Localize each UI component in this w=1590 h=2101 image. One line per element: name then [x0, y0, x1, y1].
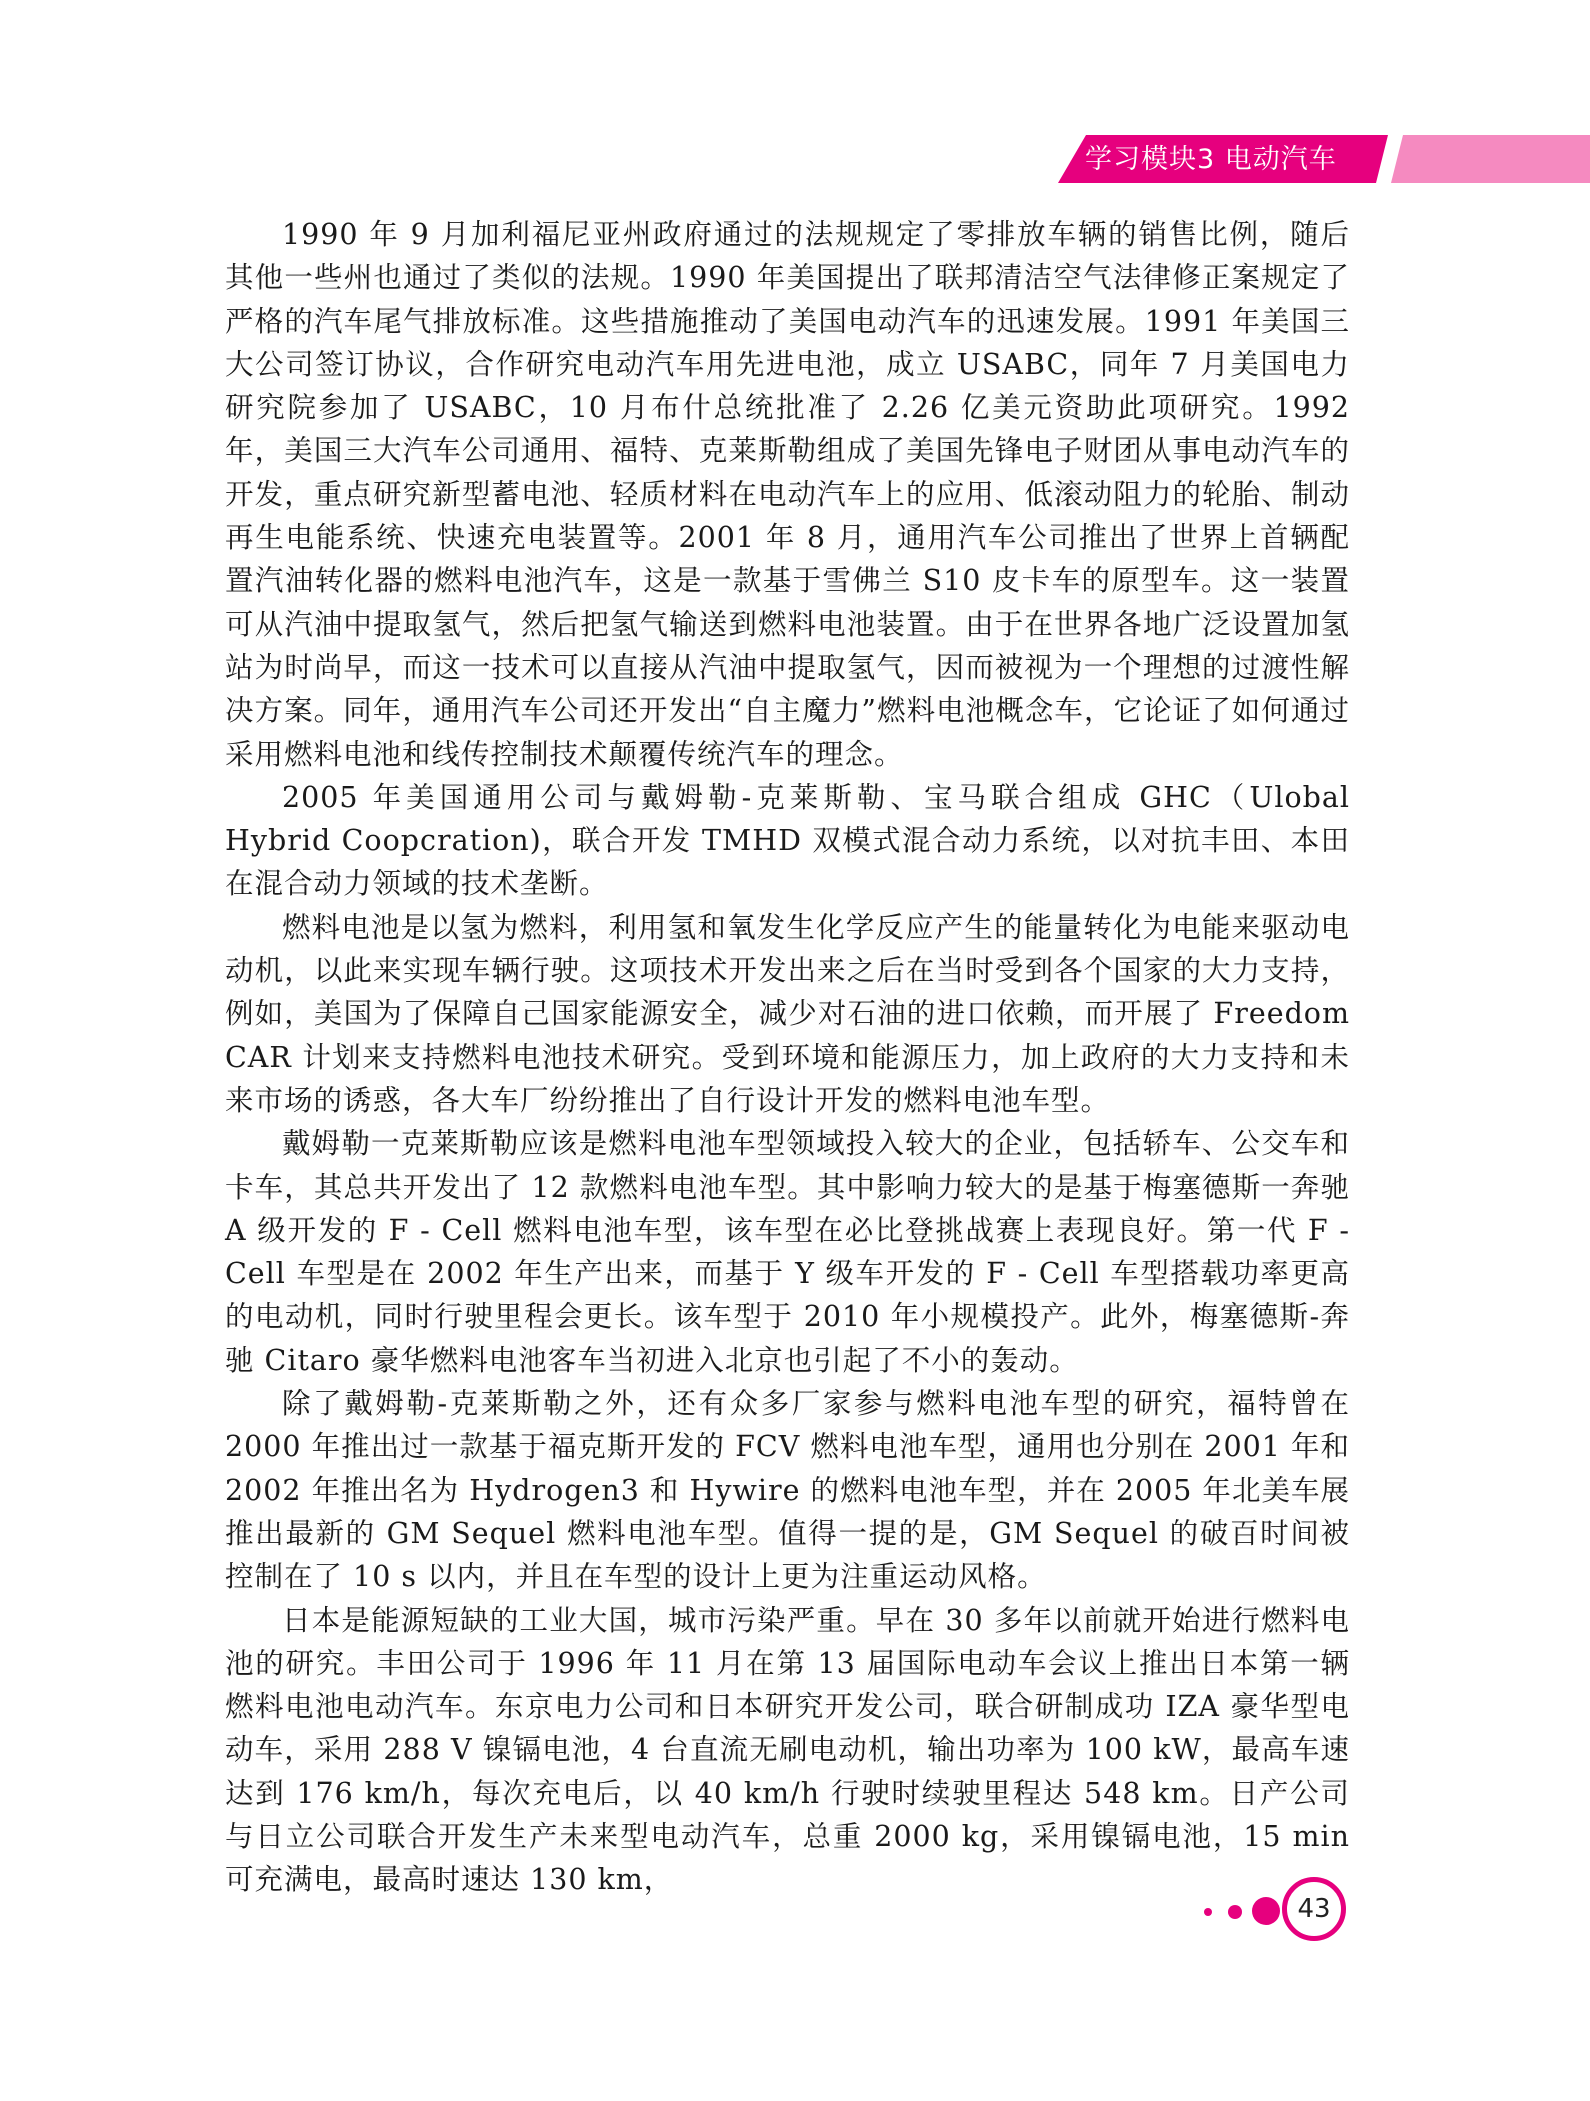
- decor-dot-large: [1252, 1897, 1280, 1925]
- paragraph: 日本是能源短缺的工业大国，城市污染严重。早在 30 多年以前就开始进行燃料电池的研究。丰田公司于 1996 年 11 月在第 13 届国际电动车会议上推出日本第一辆燃料电池电动汽车。东京电力公司和日本研究开发公司，联合研制成功 IZA 豪华型电动车，采用 288 V 镍镉电池，4 台直流无刷电动机，输出功率为 100 kW，最高车速达到 176 km/h，每次充电后，以 40 km/h 行驶时续驶里程达 548 km。日产公司与日立公司联合开发生产未来型电动汽车，总重 2000 kg，采用镍镉电池，15 min 可充满电，最高时速达 130 km，: [225, 1603, 1350, 1897]
- decor-dot-small: [1204, 1908, 1212, 1916]
- page-number: 43: [1282, 1877, 1346, 1941]
- paragraph: 燃料电池是以氢为燃料，利用氢和氧发生化学反应产生的能量转化为电能来驱动电动机，以此来实现车辆行驶。这项技术开发出来之后在当时受到各个国家的大力支持，例如，美国为了保障自己国家能源安全，减少对石油的进口依赖，而开展了 Freedom CAR 计划来支持燃料电池技术研究。受到环境和能源压力，加上政府的大力支持和未来市场的诱惑，各大车厂纷纷推出了自行设计开发的燃料电池车型。: [225, 910, 1350, 1117]
- decor-dot-medium: [1228, 1905, 1242, 1919]
- paragraph: 戴姆勒一克莱斯勒应该是燃料电池车型领域投入较大的企业，包括轿车、公交车和卡车，其总共开发出了 12 款燃料电池车型。其中影响力较大的是基于梅塞德斯一奔驰 A 级开发的 F - Cell 燃料电池车型，该车型在必比登挑战赛上表现良好。第一代 F - Cell 车型是在 2002 年生产出来，而基于 Y 级车开发的 F - Cell 车型搭载功率更高的电动机，同时行驶里程会更长。该车型于 2010 年小规模投产。此外，梅塞德斯-奔驰 Citaro 豪华燃料电池客车当初进入北京也引起了不小的轰动。: [225, 1127, 1350, 1377]
- module-title: 学习模块3 电动汽车: [1085, 144, 1337, 175]
- paragraph: 2005 年美国通用公司与戴姆勒-克莱斯勒、宝马联合组成 GHC（Ulobal Hybrid Coopcration)，联合开发 TMHD 双模式混合动力系统，以对抗丰田、本田在混合动力领域的技术垄断。: [225, 780, 1350, 901]
- body-text: [225, 213, 1350, 1902]
- page-number-decoration: [1195, 1872, 1355, 1952]
- paragraph: 除了戴姆勒-克莱斯勒之外，还有众多厂家参与燃料电池车型的研究，福特曾在 2000 年推出过一款基于福克斯开发的 FCV 燃料电池车型，通用也分别在 2001 年和 2002 年推出名为 Hydrogen3 和 Hywire 的燃料电池车型，并在 2005 年北美车展推出最新的 GM Sequel 燃料电池车型。值得一提的是，GM Sequel 的破百时间被控制在了 10 s 以内，并且在车型的设计上更为注重运动风格。: [225, 1387, 1350, 1594]
- paragraph: 1990 年 9 月加利福尼亚州政府通过的法规规定了零排放车辆的销售比例，随后其他一些州也通过了类似的法规。1990 年美国提出了联邦清洁空气法律修正案规定了严格的汽车尾气排放标准。这些措施推动了美国电动汽车的迅速发展。1991 年美国三大公司签订协议，合作研究电动汽车用先进电池，成立 USABC，同年 7 月美国电力研究院参加了 USABC，10 月布什总统批准了 2.26 亿美元资助此项研究。1992 年，美国三大汽车公司通用、福特、克莱斯勒组成了美国先锋电子财团从事电动汽车的开发，重点研究新型蓄电池、轻质材料在电动汽车上的应用、低滚动阻力的轮胎、制动再生电能系统、快速充电装置等。2001 年 8 月，通用汽车公司推出了世界上首辆配置汽油转化器的燃料电池汽车，这是一款基于雪佛兰 S10 皮卡车的原型车。这一装置可从汽油中提取氢气，然后把氢气输送到燃料电池装置。由于在世界各地广泛设置加氢站为时尚早，而这一技术可以直接从汽油中提取氢气，因而被视为一个理想的过渡性解决方案。同年，通用汽车公司还开发出“自主魔力”燃料电池概念车，它论证了如何通过采用燃料电池和线传控制技术颠覆传统汽车的理念。: [225, 218, 1350, 771]
